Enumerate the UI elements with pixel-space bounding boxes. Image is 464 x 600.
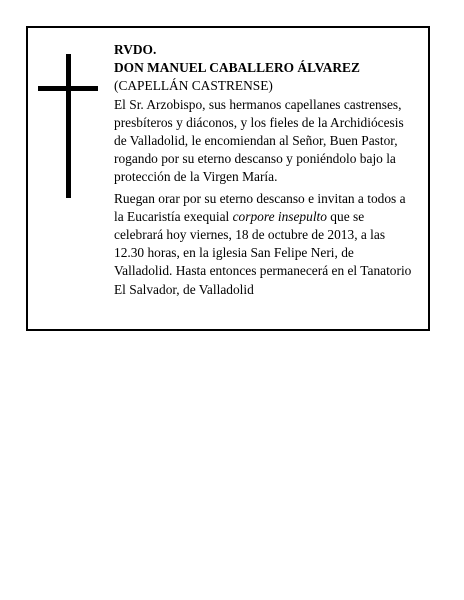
- obituary-notice: [26, 26, 430, 331]
- notice-paragraph-funeral: [114, 190, 414, 299]
- funeral-text-start: Ruegan orar por su eterno descanso e invitan a todos a la Eucaristía exequial: [114, 190, 406, 224]
- notice-title-prefix: RVDO.: [114, 42, 157, 57]
- notice-paragraph-commendation: El Sr. Arzobispo, sus hermanos capellanes castrenses, presbíteros y diáconos, y los fieles de la Archidiócesis de Valladolid, le encomiendan al Señor, Buen Pastor, rogando por su eterno descanso y poniéndolo bajo la protección de la Virgen María.: [114, 96, 404, 185]
- deceased-name: DON MANUEL CABALLERO ÁLVAREZ: [114, 60, 360, 76]
- deceased-role: (CAPELLÁN CASTRENSE): [114, 78, 273, 94]
- funeral-text-end: que se celebrará hoy viernes, 18 de octubre de 2013, a las 12.30 horas, en la iglesia San Felipe Neri, de Valladolid. Hasta entonces permanecerá en el Tanatorio El Salvador, de Valladolid: [114, 208, 412, 297]
- cross-vertical-bar: [66, 54, 71, 198]
- notice-text: [114, 41, 414, 299]
- cross-icon: [38, 54, 98, 198]
- funeral-text-italic: corpore insepulto: [232, 208, 327, 224]
- cross-horizontal-bar: [38, 86, 98, 91]
